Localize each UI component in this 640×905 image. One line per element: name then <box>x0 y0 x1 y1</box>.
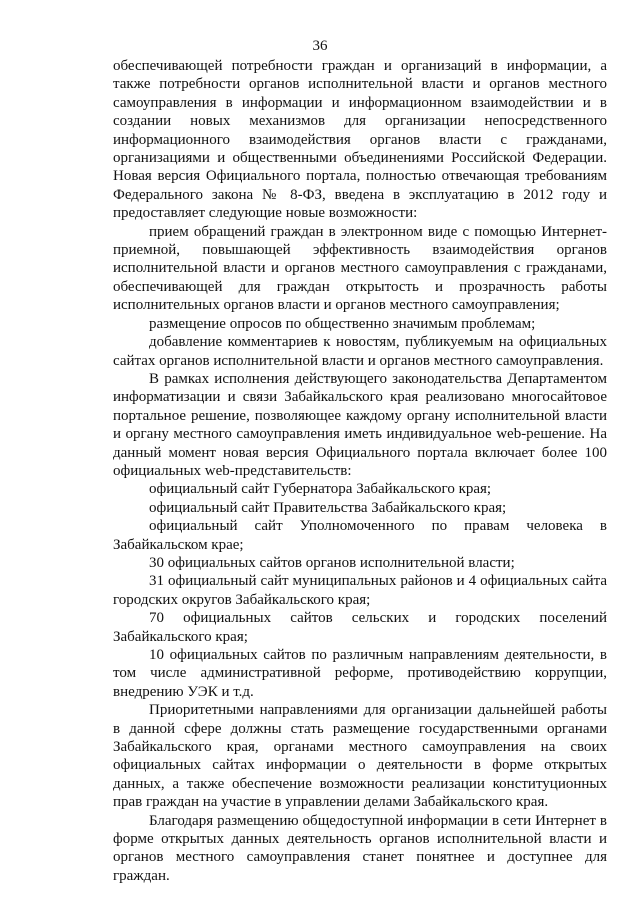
paragraph: Благодаря размещению общедоступной информации в сети Интернет в форме открытых данных деятельность органов исполнительной власти и органов местного самоуправления станет понятнее и доступнее для граждан. <box>113 812 607 884</box>
paragraph: Приоритетными направлениями для организации дальнейшей работы в данной сфере должны стать размещение государственными органами Забайкальского края, органами местного самоуправления на своих официальных сайтах информации о деятельности в форме открытых данных, а также обеспечение возможности реализации конституционных прав граждан на участие в управлении делами Забайкальского края. <box>113 702 607 811</box>
list-item: официальный сайт Правительства Забайкальского края; <box>149 499 507 516</box>
page-number: 36 <box>312 38 328 54</box>
paragraph: обеспечивающей потребности граждан и организаций в информации, а также потребности органов исполнительной власти и органов местного самоуправления в информации и информационном взаимодействии и в создании новых механизмов для организации непосредственного информационного взаимодействия органов власти с гражданами, организациями и общественными объединениями Российской Федерации. Новая версия Официального портала, полностью отвечающая требованиям Федерального закона № 8-ФЗ, введена в эксплуатацию в 2012 году и предоставляет следующие новые возможности: <box>113 58 607 222</box>
list-item: официальный сайт Губернатора Забайкальского края; <box>149 481 492 498</box>
list-item: 30 официальных сайтов органов исполнительной власти; <box>149 554 515 571</box>
list-item: официальный сайт Уполномоченного по правам человека в Забайкальском крае; <box>113 518 607 553</box>
list-item: 31 официальный сайт муниципальных районов и 4 официальных сайта городских округов Забайкальского края; <box>113 573 607 608</box>
paragraph: добавление комментариев к новостям, публикуемым на официальных сайтах органов исполнительной власти и органов местного самоуправления. <box>113 334 607 369</box>
paragraph: размещение опросов по общественно значимым проблемам; <box>149 315 536 332</box>
body-text <box>113 57 607 885</box>
paragraph: прием обращений граждан в электронном виде с помощью Интернет-приемной, повышающей эффективность взаимодействия органов исполнительной власти и органов местного самоуправления с гражданами, обеспечивающей для граждан открытость и прозрачность работы исполнительных органов власти и органов местного самоуправления; <box>113 223 607 314</box>
paragraph: В рамках исполнения действующего законодательства Департаментом информатизации и связи Забайкальского края реализовано многосайтовое портальное решение, позволяющее каждому органу исполнительной власти и органу местного самоуправления иметь индивидуальное web-решение. На данный момент новая версия Официального портала включает более 100 официальных web-представительств: <box>113 370 607 479</box>
list-item: 10 официальных сайтов по различным направлениям деятельности, в том числе административной реформе, противодействию коррупции, внедрению УЭК и т.д. <box>113 647 607 700</box>
list-item: 70 официальных сайтов сельских и городских поселений Забайкальского края; <box>113 610 607 645</box>
